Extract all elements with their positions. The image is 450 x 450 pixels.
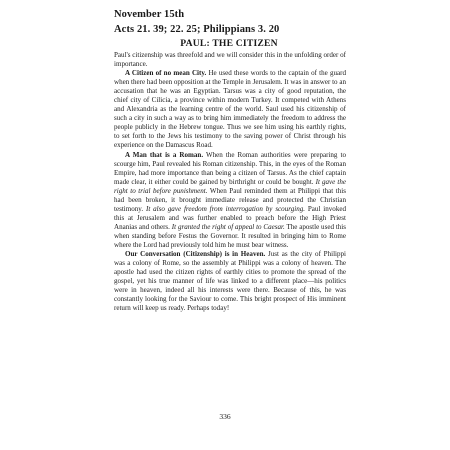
section-citizen-of-tarsus <box>114 69 346 150</box>
section-roman-citizen <box>114 151 346 251</box>
section-heading: A Citizen of no mean City. <box>125 69 207 78</box>
devotional-body <box>114 51 346 313</box>
devotional-date: November 15th <box>114 9 185 20</box>
section-text: The apostle used this when standing before Festus the Governor. It resulted in bringing him to Rome where the Lord had previously told him he must bear witness. <box>114 222 346 249</box>
section-text: Just as the city of Philippi was a colony of Rome, so the assembly at Philippi was a colony of heaven. The apostle had used the citizen rights of earthly cities to promote the spread of the gospel, yet his true manner of life was linked to a different place—his politics were in heaven, indeed all his interests were there. Because of this, he was constantly looking for the Saviour to come. This bright prospect of His imminent return will keep us ready. Perhaps today! <box>114 250 346 313</box>
section-text: Paul invoked this at Jerusalem and was further enabled to preach before the High Priest Ananias and others. <box>114 204 346 231</box>
section-heading: A Man that is a Roman. <box>125 150 204 159</box>
page-number: 336 <box>219 412 231 421</box>
section-text: When Paul reminded them at Philippi that this had been broken, it brought immediate release and protected the Christian testimony. <box>114 186 346 213</box>
section-heading: Our Conversation (Citizenship) is in Heaven. <box>125 250 266 259</box>
devotional-title: PAUL: THE CITIZEN <box>180 38 278 49</box>
section-text: When the Roman authorities were preparing to scourge him, Paul revealed his Roman citizenship. This, in the eyes of the Roman Empire, had more importance than being a citizen of Tarsus. As the chief captain made clear, it either could be gained by birthright or could be bought. <box>114 150 346 186</box>
italic-phrase: It also gave freedom from interrogation by scourging. <box>145 204 306 213</box>
scripture-references: Acts 21. 39; 22. 25; Philippians 3. 20 <box>114 24 280 35</box>
italic-phrase: It granted the right of appeal to Caesar. <box>171 222 285 231</box>
section-heavenly-citizenship <box>114 250 346 313</box>
intro-paragraph: Paul's citizenship was threefold and we will consider this in the unfolding order of importance. <box>114 51 347 69</box>
section-text: He used these words to the captain of the guard when there had been opposition at the Temple in Jerusalem. It was in answer to an accusation that he was an Egyptian. Tarsus was a city of good reputation, the chief city of Cilicia, a province within modern Turkey. It competed with Athens and Alexandria as the learning centre of the world. Saul used his citizenship of such a city in such a way as to bring him immediately the freedom to address the people publicly in the Hebrew tongue. Thus we see him using his earthly rights, to set forth to the Jews his testimony to the saving power of Christ through his experience on the Damascus Road. <box>114 69 346 150</box>
italic-phrase: It gave the right to trial before punishment. <box>114 177 346 195</box>
